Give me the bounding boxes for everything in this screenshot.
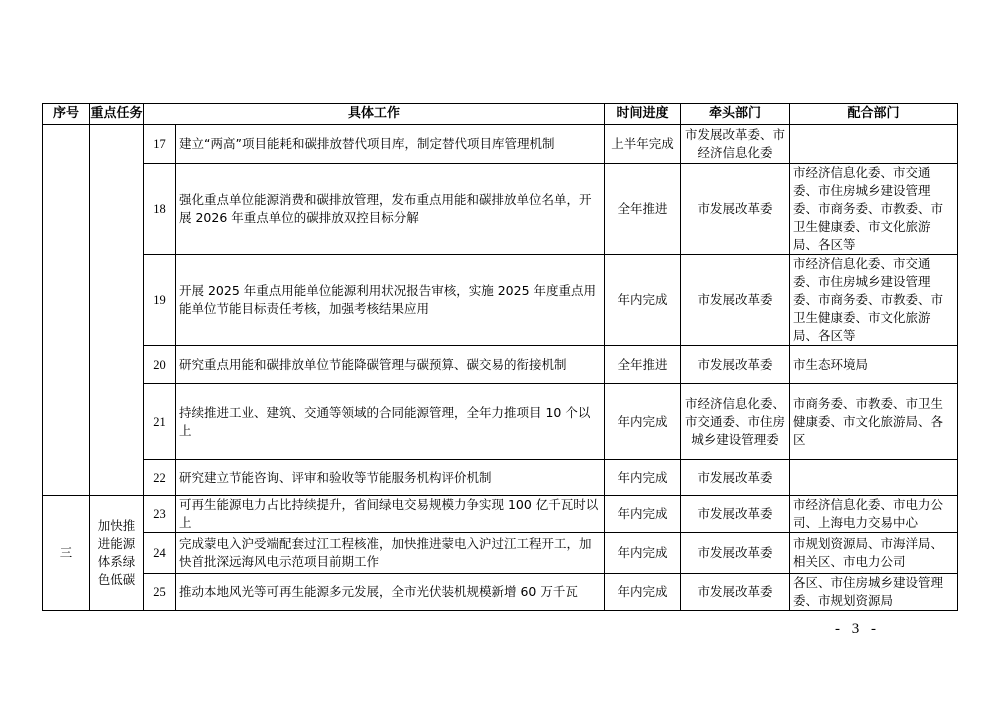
coop-department: 市规划资源局、市海洋局、相关区、市电力公司 xyxy=(790,533,958,574)
group-task: 加快推进能源体系绿色低碳 xyxy=(90,496,144,611)
coop-department: 市生态环境局 xyxy=(790,346,958,384)
time-progress: 年内完成 xyxy=(605,496,681,533)
lead-department: 市发展改革委 xyxy=(681,460,790,496)
group-seq: 三 xyxy=(43,496,90,611)
table-row xyxy=(43,125,958,164)
page-number: - 3 - xyxy=(835,621,880,637)
coop-department: 市商务委、市教委、市卫生健康委、市文化旅游局、各区 xyxy=(790,384,958,460)
coop-department: 市经济信息化委、市交通委、市住房城乡建设管理委、市商务委、市教委、市卫生健康委、市文化旅游局、各区等 xyxy=(790,255,958,346)
row-number: 22 xyxy=(144,460,176,496)
coop-department xyxy=(790,125,958,164)
header-coop: 配合部门 xyxy=(790,104,958,125)
work-description: 强化重点单位能源消费和碳排放管理，发布重点用能和碳排放单位名单，开展 2026 年重点单位的碳排放双控目标分解 xyxy=(176,164,605,255)
table-row xyxy=(43,164,958,255)
task-cell-empty xyxy=(90,125,144,496)
header-seq: 序号 xyxy=(43,104,90,125)
work-description: 完成蒙电入沪受端配套过江工程核准，加快推进蒙电入沪过江工程开工，加快首批深远海风电示范项目前期工作 xyxy=(176,533,605,574)
header-lead: 牵头部门 xyxy=(681,104,790,125)
row-number: 19 xyxy=(144,255,176,346)
time-progress: 年内完成 xyxy=(605,574,681,611)
lead-department: 市发展改革委 xyxy=(681,346,790,384)
lead-department: 市经济信息化委、市交通委、市住房城乡建设管理委 xyxy=(681,384,790,460)
work-description: 持续推进工业、建筑、交通等领域的合同能源管理，全年力推项目 10 个以上 xyxy=(176,384,605,460)
time-progress: 上半年完成 xyxy=(605,125,681,164)
table-row xyxy=(43,255,958,346)
time-progress: 年内完成 xyxy=(605,255,681,346)
header-work: 具体工作 xyxy=(144,104,605,125)
row-number: 25 xyxy=(144,574,176,611)
seq-cell-empty xyxy=(43,125,90,496)
row-number: 17 xyxy=(144,125,176,164)
coop-department: 市经济信息化委、市交通委、市住房城乡建设管理委、市商务委、市教委、市卫生健康委、市文化旅游局、各区等 xyxy=(790,164,958,255)
coop-department: 各区、市住房城乡建设管理委、市规划资源局 xyxy=(790,574,958,611)
table-row xyxy=(43,460,958,496)
coop-department: 市经济信息化委、市电力公司、上海电力交易中心 xyxy=(790,496,958,533)
table-header-row xyxy=(43,104,958,125)
table-row xyxy=(43,574,958,611)
time-progress: 年内完成 xyxy=(605,460,681,496)
lead-department: 市发展改革委 xyxy=(681,164,790,255)
table-row xyxy=(43,384,958,460)
lead-department: 市发展改革委、市经济信息化委 xyxy=(681,125,790,164)
work-table xyxy=(42,103,958,611)
row-number: 20 xyxy=(144,346,176,384)
row-number: 23 xyxy=(144,496,176,533)
table-row xyxy=(43,533,958,574)
lead-department: 市发展改革委 xyxy=(681,533,790,574)
time-progress: 年内完成 xyxy=(605,384,681,460)
time-progress: 年内完成 xyxy=(605,533,681,574)
table-row xyxy=(43,496,958,533)
time-progress: 全年推进 xyxy=(605,164,681,255)
lead-department: 市发展改革委 xyxy=(681,496,790,533)
row-number: 18 xyxy=(144,164,176,255)
time-progress: 全年推进 xyxy=(605,346,681,384)
work-description: 开展 2025 年重点用能单位能源利用状况报告审核，实施 2025 年度重点用能单位节能目标责任考核，加强考核结果应用 xyxy=(176,255,605,346)
work-description: 研究建立节能咨询、评审和验收等节能服务机构评价机制 xyxy=(176,460,605,496)
table-row xyxy=(43,346,958,384)
lead-department: 市发展改革委 xyxy=(681,255,790,346)
work-description: 建立“两高”项目能耗和碳排放替代项目库，制定替代项目库管理机制 xyxy=(176,125,605,164)
row-number: 21 xyxy=(144,384,176,460)
row-number: 24 xyxy=(144,533,176,574)
work-description: 研究重点用能和碳排放单位节能降碳管理与碳预算、碳交易的衔接机制 xyxy=(176,346,605,384)
coop-department xyxy=(790,460,958,496)
header-task: 重点任务 xyxy=(90,104,144,125)
work-description: 推动本地风光等可再生能源多元发展，全市光伏装机规模新增 60 万千瓦 xyxy=(176,574,605,611)
work-description: 可再生能源电力占比持续提升，省间绿电交易规模力争实现 100 亿千瓦时以上 xyxy=(176,496,605,533)
header-time: 时间进度 xyxy=(605,104,681,125)
lead-department: 市发展改革委 xyxy=(681,574,790,611)
